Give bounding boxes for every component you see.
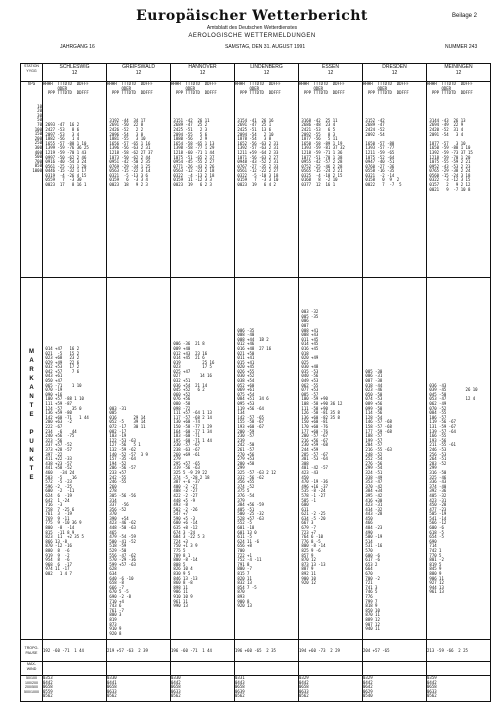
report-title: Europäischer Wetterbericht (136, 8, 368, 24)
wind-layer-values: 0329 0442 0658 0633 0562 (299, 676, 363, 702)
column-header: HHHH TTTDTD DDFFF ODER PPP TTTDTD DDFFF (107, 81, 153, 96)
maxwind-cell (107, 662, 171, 676)
std-values: 3151 -42 26 11 2689 -47 25 2 2425 -51 2 3 2094 -55 5 6 1880 -56 2 9 1654 -58 -65 1 13 1398 -58 -77 1 29 1218 -60 -71 1 44 1075 -51 -65 2 37 0954 -45 -55 2 27 0771 -26 -43 2 26 0563 -12 -23 2 18 0322 -4 -13 2 18 0159 11 -12 3 3 0023 19 6 2 3 (173, 117, 215, 188)
station-mk-data: 005 -30 006 -31 007 -38 018 -44 023 -46 050 -50 074 -53 089 +56 099 -58 114 -56 128 -54 146 -57 -68 158 -57 -68 177 -59 -68 188 -57 199 -57 204 -57 216 -55 -63 248 -52 252 -54 276 -56 299 -54 324 -51 338 -49 353 -47 370 -42 384 +34 395 -42 416 +30 423 -31 434 -32 443 -28 450 466 484 -23 490 500 -19 514 531 -16 570 600 -6 617 -6 653 2 664 670 700 -2 721 741 3 746 5 776 799 7 818 9 850 10 870 11 889 12 907 12 940 11 (363, 278, 427, 640)
station-yygg: 12 (71, 70, 78, 76)
wind-layer-values: 0330 0442 0658 0633 0562 (171, 676, 235, 702)
maxwind-cell (427, 662, 491, 676)
column-header: HHHH TTTDTD DDFFF ODER PPP TTTDTD DDFFF (43, 81, 89, 96)
station-yygg: 12 (327, 70, 334, 76)
station-name: GREIFSWALD (122, 64, 155, 70)
wind-layer-values: 0359 0442 0658 0633 0562 (427, 676, 491, 702)
station-mk-data: 003 -31 005 016 29 14 052 -5 39 14 072 -17 30 11 082 -17 103 -19 122 -53 -63 127 -56 5 1 132 -59 -62 140 -52 -57 3 9 157 -35 -64 194 -52 206 -56 -57 233 +57 242 -55 246 -55 260 278 305 -56 -56 314 337 -56 356 -52 370 390 +54 423 -46 -62 448 -50 -63 465 479 -54 -59 500 -41 -52 518 -59 529 -50 556 -47 -62 570 -29 -36 599 +57 -63 628 634 640 -6 -10 658 -8 666 -7 670 5 -5 690 -2 -8 710 +4 743 6 761 -7 800 3 819 873 910 9 920 8 (107, 278, 171, 640)
tropopause-value: 213 -59 -66 2 25 (427, 640, 491, 662)
station-header (171, 64, 235, 82)
markante-punkte-label (21, 278, 43, 640)
maxwind-cell (363, 662, 427, 676)
station-row (21, 64, 491, 82)
station-mk-data: 006 -36 21 8 009 +40 012 +43 23 16 014 +45 21 6 019 25 16 023 17 5 025 +47 027 14 16 032 +51 036 +54 21 14 045 +52 6 2 060 +52 076 +56 080 -58 098 -72 111 +57 -64 1 13 117 -57 -68 2 14 130 +60 -74 150 -58 -77 1 29 164 -60 -77 1 34 183 -60 -71 195 -60 -71 1 44 230 -57 -67 238 -63 -67 260 +69 -61 279 295 +57 -65 319 -56 -63 325 5 -9 29 22 374 -5 -28 2 18 387 +-6 -37 400 -2 -27 408 -2 -27 422 -2 -27 448 +5 -9 493 -8 502 -2 -26 547 +7 590 +5 -3 600 +6 -14 635 +8 -12 674 3 -24 684 3 -22 5 3 724 +3 750 +1 3 9 775 5 789 8 1 800 -8 -14 808 5 826 10 4 830 9 5 846 13 -13 860 8 -8 898 11 906 11 910 10 9 961 11 990 13 (171, 278, 235, 640)
wind-layer-label: 50/100 100/200 200/500 500/1000 (21, 676, 43, 702)
maxwind-cell (43, 662, 107, 676)
hpa-label: hPa (27, 81, 36, 86)
tropopause-label: TROPO- PAUSE (21, 640, 43, 662)
wind-layer-values: 0331 0443 0658 0639 0562 (235, 676, 299, 702)
maxwind-cell (235, 662, 299, 676)
std-values: 3168 -42 25 11 2686 -48 23 4 2421 -53 6 5 2092 -55 8 3 1877 -56 5 11 1650 -58 -89 1 19 1393 -59 -81 37 32 1218 -59 -71 1 36 1077 -51 -70 1 38 0955 -42 -57 2 28 0752 -25 -46 2 28 0565 -15 -24 2 21 0325 -4 -18 2 15 0160 8 -2 10 0377 12 16 1 (301, 117, 345, 188)
volume-label: JAHRGANG 16 (60, 44, 95, 50)
station-header (427, 64, 491, 82)
standard-levels-row (21, 82, 491, 278)
tropopause-value: 196 -60 -71 1 44 (171, 640, 235, 662)
column-header: HHHH TTTDTD DDFFF ODER PPP TTTDTD DDFFF (427, 81, 473, 96)
station-std-data (363, 82, 427, 278)
maxwind-label: MAX- WIND (21, 662, 43, 676)
station-mk-data: 014 +47 16 2 021 -5 15 2 023 +68 23 2 029 +49 22 6 032 +53 17 2 042 +57 7 6 043 +61 050 +47 065 -71 1 10 070 -19 090 +16 100 +57 -88 1 10 111 +59 -87 124 -57 35 0 136 +59 -80 142 +60 -71 1 44 200 +63 -2 222 -67 234 -6 44 240 +56 -75 323 -56 337 +57 -52 373 +28 -57 397 -22 411 +22 -33 438 +23 -57 441 +58 -52 460 -34 24 503 -5 16 572 -5 -23 596 -2 -25 600 -2 -11 624 6 -19 642 1 -24 716 -3 758 7 -25 6 761 3 -19 769 9 -11 775 9 -10 36 9 800 -8 -14 815 -11 8 9 823 11 +2 35 5 866 13 -8 870 -12 -16 880 8 -6 919 9 -2 954 8 -6 968 6 -17 974 11 -17 002 1 4 7 (43, 278, 107, 640)
std-values: 3152 -42 2689 -47 2424 -52 2092 -54 1650 -57 -88 1393 -57 -77 1211 -59 -65 1075 -52 -64 0947 -40 -51 0760 -27 -36 0558 -16 -35 0321 -2 -14 0158 0 9 2 0022 7 -7 5 (365, 117, 402, 188)
column-header: HHHH TTTDTD DDFFF ODER PPP TTTDTD DDFFF (235, 81, 281, 96)
station-mk-data: 006 -35 008 -40 008 +44 1B 2 012 +46 016 +48 27 16 021 +50 011 +41 015 +41 020 +45 026 +55 030 +52 038 +54 052 +60 069 +61 075 +54 084 +51 34 6 095 +53 119 +56 -64 134 142 -57 -65 155 -58 -67 193 +60 -67 200 -59 230 -57 239 242 -50 261 -57 270 +56 279 +53 280 +58 299 325 -57 -63 2 12 332 -56 -62 356 +55 374 -52 375 5 376 -54 379 384 +56 -59 405 -51 500 -25 -32 528 +57 -63 552 -5 601 -18 601 13 0 611 -5 624 11 -6 656 +8 700 722 +1 752 -4 -11 791 8 800 -7 815 7 820 11 832 13 854 7 -5 870 893 900 8 920 13 (235, 278, 299, 640)
station-header (43, 64, 107, 82)
station-header (107, 64, 171, 82)
tropopause-value: 204 +57 -65 (363, 640, 427, 662)
tropopause-value: 194 +60 -73 2 29 (299, 640, 363, 662)
std-values: 3154 -41 26 16 2691 -47 25 1 2425 -51 13 6 2094 -54 2 10 1878 -54 3 8 1652 -56 -63 2 31 1392 -57 -63 2 31 1211 +59 -64 2 33 1071 -56 -63 2 27 0948 -43 -52 2 31 0767 -27 -35 2 33 0561 -12 -22 2 27 0322 -5 -10 3 18 0159 7 -3 3 10 0023 19 6 4 2 (237, 117, 279, 188)
station-label-cell (21, 64, 43, 82)
station-std-data (299, 82, 363, 278)
report-subtitle: Amtsblatt des Deutschen Wetterdienstes (206, 25, 298, 31)
wind-layer-values: 0330 0441 0658 0633 0562 (107, 676, 171, 702)
station-yygg: 12 (391, 70, 398, 76)
station-name: MEININGEN (444, 64, 473, 70)
maxwind-cell (171, 662, 235, 676)
station-yygg: 12 (455, 70, 462, 76)
station-std-data (43, 82, 107, 278)
station-name: LINDENBERG (250, 64, 283, 70)
station-std-data (235, 82, 299, 278)
station-std-data (171, 82, 235, 278)
level-values: 10 20 30 50 70 100 150 200 250 300 400 500 700 850 1000 (32, 103, 42, 173)
station-yygg: 12 (135, 70, 142, 76)
maxwind-cell (299, 662, 363, 676)
std-values: 3192 -44 34 17 2691 -50 22 8 2426 -52 2 2 2096 -54 3 8 1881 -55 3 10 1656 -57 -65 1 16 1396 -56 -63 2 31 1218 -58 -62 27 37 1073 -50 -62 2 44 0951 -42 -50 2 35 0769 -29 -34 1 25 0563 -15 -22 3 14 0321 -5 -13 3 6 0159 6 -3 3 4 0023 18 9 2 3 (109, 117, 153, 188)
station-name: SCHLESWIG (59, 64, 90, 70)
station-mk-data: 003 -32 005 -35 006 007 008 +41 008 +43 011 +45 014 +45 016 +45 018 020 +49 025 030 +48 035 -53 040 -56 049 +53 062 -55 077 +53 085 -57 100 -59 +90 108 -58 +90 36 12 111 -58 +90 126 -58 -81 35 8 136 +60 -82 35 8 150 +60 -81 170 +60 -76 177 +60 -76 200 -57 -67 216 +56 -67 230 +59 -68 244 +59 285 -57 -67 301 -53 -64 308 401 -42 -57 423 -43 450 470 -19 -36 496 +16 -37 535 -8 -24 578 -1 -27 585 -1 600 611 621 -2 -25 634 -5 -20 667 3 679 -7 723 +7 764 6 -10 776 8 -5 800 -8 -14 825 9 -6 857 9 870 12 873 13 -13 887 9 892 11 900 10 920 12 (299, 278, 363, 640)
station-header (299, 64, 363, 82)
column-header: HHHH TTTDTD DDFFF ODER PPP TTTDTD DDFFF (299, 81, 345, 96)
station-header (363, 64, 427, 82)
std-values: 3144 -43 26 13 2694 -49 22 9 2420 -52 31 4 2091 -54 3 4 1877 -57 3 10 1650 -59 -88 1 10 1392 -59 -73 37 15 1218 -59 -70 1 20 1075 -55 -59 2 21 0952 -43 -53 2 23 0765 -29 -38 2 24 0560 -15 -24 3 18 0322 -3 -12 3 15 0157 2 9 2 12 0021 9 -7 10 8 (429, 117, 473, 192)
station-mk-data: 036 -43 039 -45 26 10 045 -50 053 -47 12 4 062 -49 070 -52 084 -55 106 -57 119 -56 -67 131 -59 -67 139 -57 -64 166 -55 193 -56 211 -55 -61 246 -53 256 -53 264 -51 283 -52 299 316 -50 325 -46 336 -43 374 -40 392 -36 405 -32 423 -31 450 -28 477 -23 505 -19 541 -14 566 -12 600 -6 618 -5 654 -5 690 714 742 1 770 5 801 -2 819 5 845 9 880 9 906 11 927 12 944 13 961 13 (427, 278, 491, 640)
column-header: HHHH TTTDTD DDFFF ODER PPP TTTDTD DDFFF (171, 81, 217, 96)
markante-text: M A R K A N T E P U N K T E (29, 349, 34, 481)
section-heading: AEROLOGISCHE WETTERMELDUNGEN (188, 33, 316, 39)
std-values: 2693 -47 16 2 2427 -53 8 6 2097 -53 3 4 1882 -56 1 4 1655 -57 -88 1 10 1399 -59 -76 36 25 1219 -59 -70 1 43 0997 -50 -62 2 46 0916 -40 -54 3 24 0561 -25 -31 1 20 0446 -15 -32 1 17 0319 -4 -26 4 15 0559 7 -3 30 0023 17 8 16 1 (45, 122, 89, 188)
station-std-data (107, 82, 171, 278)
station-std-data (427, 82, 491, 278)
issue-info-row (60, 44, 490, 52)
tropopause-value: 192 -60 -71 1 44 (43, 640, 107, 662)
station-name: ESSEN (322, 64, 339, 70)
station-name: DRESDEN (382, 64, 407, 70)
wind-layer-row (21, 676, 491, 702)
station-yygg: 12 (199, 70, 206, 76)
station-label: STATION (23, 64, 40, 68)
wind-layer-values: 0353 0442 0658 0559 0562 (43, 676, 107, 702)
tropopause-value: 219 +57 -63 2 39 (107, 640, 171, 662)
station-yygg: 12 (263, 70, 270, 76)
significant-points-row (21, 278, 491, 640)
aerological-table (20, 63, 491, 702)
yygg-label: YYGG (26, 68, 37, 73)
date-label: SAMSTAG, DEN 31. AUGUST 1991 (225, 44, 306, 50)
issue-number: NUMMER 243 (445, 44, 478, 50)
tropopause-value: 196 +60 -65 2 35 (235, 640, 299, 662)
wind-layer-values: 0329 0442 0642 0629 0540 (363, 676, 427, 702)
supplement-label: Beilage 2 (452, 13, 478, 19)
tropopause-row (21, 640, 491, 662)
maxwind-row (21, 662, 491, 676)
station-name: HANNOVER (188, 64, 217, 70)
station-header (235, 64, 299, 82)
level-column (21, 82, 43, 278)
column-header: HHHH TTTDTD DDFFF ODER PPP TTTDTD DDFFF (363, 81, 409, 96)
